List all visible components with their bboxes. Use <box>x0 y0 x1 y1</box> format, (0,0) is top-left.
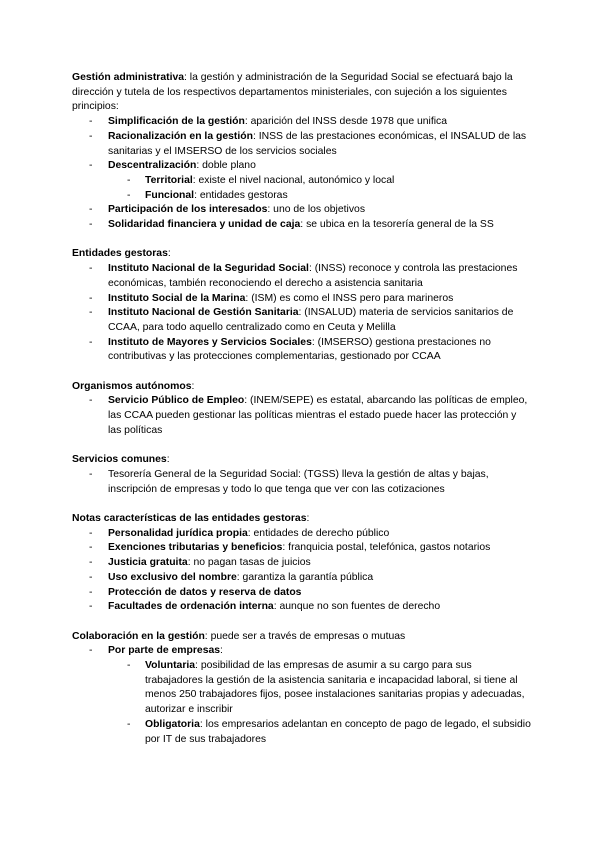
item-text: : (IMSERSO) gestiona prestaciones no contributivas y las protecciones complementarias, gestionado por CCAA <box>108 336 491 363</box>
item-text: : aparición del INSS desde 1978 que unifica <box>244 116 448 128</box>
section-servicios-comunes <box>72 453 532 497</box>
list-item <box>72 571 532 586</box>
item-term: Protección de datos y reserva de datos <box>108 586 302 598</box>
list-item <box>72 586 532 601</box>
item-term: Simplificación de la gestión <box>108 116 245 128</box>
section-paragraph <box>72 453 532 468</box>
item-term: Instituto de Mayores y Servicios Sociales <box>108 336 312 348</box>
section-heading: Organismos autónomos <box>72 380 192 392</box>
section-paragraph <box>72 247 532 262</box>
item-text: : (INSALUD) materia de servicios sanitarios de CCAA, para todo aquello centralizado como en Ceuta y Melilla <box>108 307 514 333</box>
item-term: Solidaridad financiera y unidad de caja <box>108 219 301 231</box>
section-organismos-autonomos <box>72 380 532 439</box>
item-term: Funcional <box>145 189 195 201</box>
item-text: : INSS de las prestaciones económicas, el INSALUD de las sanitarias y el IMSERSO de los servicios sociales <box>108 130 527 157</box>
item-text: : existe el nivel nacional, autonómico y local <box>192 174 395 186</box>
list-item <box>72 203 532 218</box>
section-text: : la gestión y administración de la Seguridad Social se efectuará bajo la dirección y tutela de los respectivos departamentos ministeriales, con sujeción a los siguientes principios: <box>72 72 513 113</box>
item-term: Instituto Nacional de Gestión Sanitaria <box>108 307 299 319</box>
item-text: : no pagan tasas de juicios <box>187 557 311 569</box>
section-colaboracion <box>72 630 532 748</box>
sub-list <box>72 174 532 203</box>
item-text: Tesorería General de la Seguridad Social: (TGSS) lleva la gestión de altas y bajas, inscripción de empresas y todo lo que tenga que ver con las cotizaciones <box>108 468 489 495</box>
item-text: : entidades gestoras <box>194 189 288 201</box>
section-entidades-gestoras <box>72 247 532 365</box>
sub-list-item <box>72 718 532 747</box>
document-page <box>72 71 532 762</box>
sub-list <box>72 659 532 747</box>
section-text: : <box>167 248 171 260</box>
list-item <box>72 394 532 438</box>
list-item <box>72 218 532 233</box>
list-item <box>72 159 532 174</box>
section-paragraph <box>72 380 532 395</box>
list-item <box>72 306 532 335</box>
item-term: Instituto Nacional de la Seguridad Social <box>108 263 309 275</box>
list-item <box>72 115 532 130</box>
list-item <box>72 336 532 365</box>
item-term: Racionalización en la gestión <box>108 130 253 142</box>
sub-list-item <box>72 189 532 204</box>
item-term: Facultades de ordenación interna <box>108 601 274 613</box>
list-item <box>72 527 532 542</box>
section-paragraph <box>72 71 532 115</box>
section-text: : puede ser a través de empresas o mutuas <box>204 630 406 642</box>
section-text: : <box>166 454 170 466</box>
list-item <box>72 468 532 497</box>
list-item <box>72 262 532 291</box>
item-term: Voluntaria <box>145 660 196 672</box>
item-term: Territorial <box>145 174 193 186</box>
item-term: Justicia gratuita <box>108 557 188 569</box>
list-item <box>72 644 532 659</box>
item-text: : (ISM) es como el INSS pero para marineros <box>245 292 454 304</box>
item-text: : garantiza la garantía pública <box>236 571 374 583</box>
item-text: : <box>220 645 223 657</box>
list-item <box>72 556 532 571</box>
item-term: Obligatoria <box>145 718 200 730</box>
section-heading: Notas características de las entidades gestoras <box>72 513 307 525</box>
item-term: Descentralización <box>108 160 197 172</box>
item-text: : (INEM/SEPE) es estatal, abarcando las políticas de empleo, las CCAA pueden gestionar las políticas mientras el estado puede hacer las protección y las políticas <box>108 395 528 436</box>
item-term: Personalidad jurídica propia <box>108 527 248 539</box>
section-text: : <box>306 513 310 525</box>
item-text: : entidades de derecho público <box>247 527 390 539</box>
item-text: : franquicia postal, telefónica, gastos notarios <box>282 542 491 554</box>
section-notas-caracteristicas <box>72 512 532 615</box>
section-paragraph <box>72 512 532 527</box>
item-text: : aunque no son fuentes de derecho <box>273 601 441 613</box>
section-heading: Colaboración en la gestión <box>72 630 205 642</box>
item-term: Por parte de empresas <box>108 645 221 657</box>
item-text: : doble plano <box>196 160 256 172</box>
item-term: Participación de los interesados <box>108 204 268 216</box>
section-text: : <box>191 380 195 392</box>
item-term: Instituto Social de la Marina <box>108 292 246 304</box>
list-item <box>72 292 532 307</box>
sub-list-item <box>72 659 532 718</box>
section-gestion-administrativa <box>72 71 532 233</box>
list-item <box>72 600 532 615</box>
sub-list-item <box>72 174 532 189</box>
list-item <box>72 130 532 159</box>
item-text: : se ubica en la tesorería general de la SS <box>300 219 494 231</box>
section-heading: Entidades gestoras <box>72 248 168 260</box>
item-text: : uno de los objetivos <box>267 204 366 216</box>
section-heading: Gestión administrativa <box>72 72 185 83</box>
item-term: Servicio Público de Empleo <box>108 395 245 407</box>
section-paragraph <box>72 630 532 645</box>
item-term: Uso exclusivo del nombre <box>108 571 237 583</box>
list-item <box>72 541 532 556</box>
section-heading: Servicios comunes <box>72 454 167 466</box>
item-term: Exenciones tributarias y beneficios <box>108 542 283 554</box>
item-text: : los empresarios adelantan en concepto de pago de legado, el subsidio por IT de sus trabajadores <box>145 718 531 745</box>
item-text: : (INSS) reconoce y controla las prestaciones económicas, también reconociendo el derecho a asistencia sanitaria <box>108 263 518 289</box>
item-text: : posibilidad de las empresas de asumir a su cargo para sus trabajadores la gestión de la asistencia sanitaria e incapacidad laboral, si tiene al menos 250 trabajadores fijos, posee instalaciones sanitarias propias y adecuadas, autorizar e inscribir <box>145 660 525 716</box>
